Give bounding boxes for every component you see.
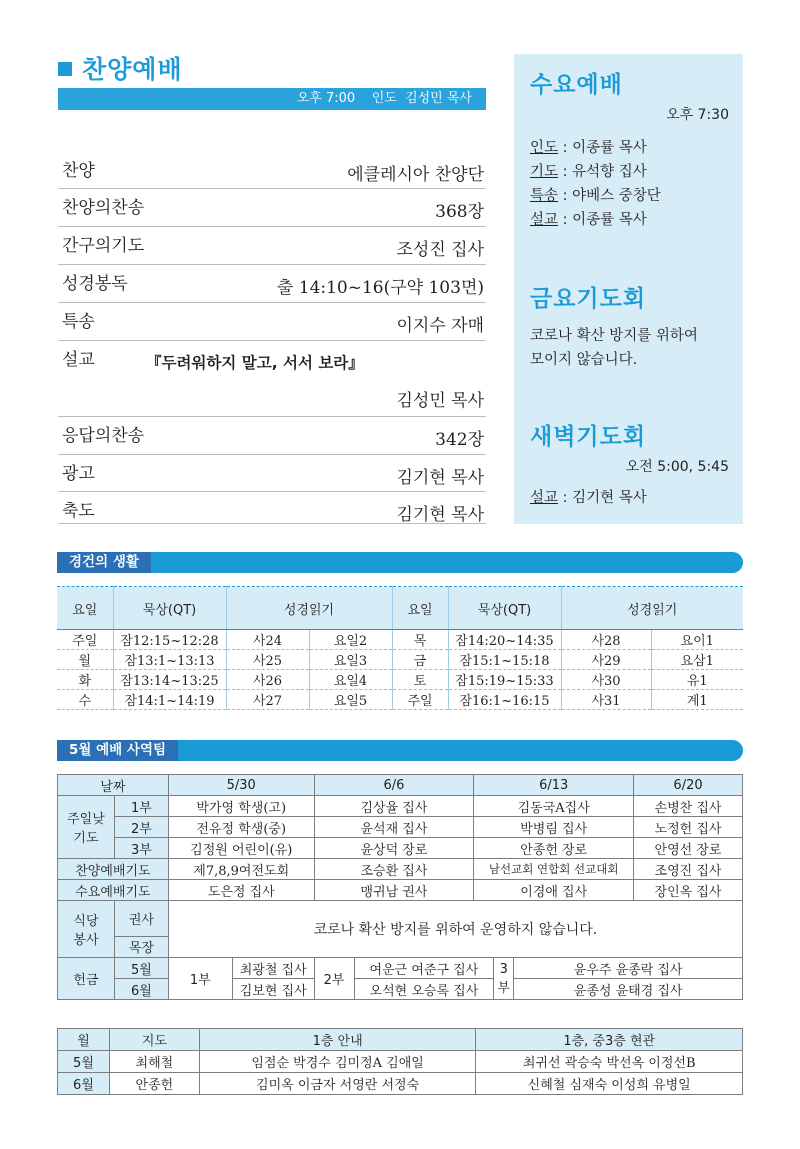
reading-cell: 사25: [226, 650, 309, 670]
order-value: 김성민 목사: [396, 391, 484, 411]
table-row: [58, 958, 743, 979]
sermon-title: 『두려워하지 말고, 서서 보라』: [146, 354, 364, 372]
part-label: 목장: [114, 936, 168, 957]
guide-cell: 최해철: [109, 1051, 199, 1073]
wednesday-service-title: 수요예배: [530, 72, 623, 98]
month-label: 5월: [114, 958, 168, 979]
wednesday-line: [530, 160, 647, 181]
order-row-special-song: [58, 303, 486, 341]
section-title-praise-worship: [58, 50, 183, 86]
part-label: 1부: [168, 958, 232, 1000]
team-cell: 여운근 여준구 집사: [354, 958, 494, 979]
reading-cell: 사30: [561, 670, 651, 690]
line-value: : 야베스 중창단: [558, 188, 661, 204]
team-cell: 노정헌 집사: [634, 817, 743, 838]
team-cell: 윤우주 윤종락 집사: [514, 958, 743, 979]
team-cell: 김상율 집사: [314, 796, 474, 817]
order-label: 응답의찬송: [62, 426, 145, 446]
usher-guide-table: [57, 1028, 743, 1095]
row-label: 수요예배기도: [58, 880, 169, 901]
order-value: 342장: [435, 430, 484, 450]
reading-cell: 사31: [561, 690, 651, 710]
date-header: 6/13: [474, 775, 634, 796]
row-label: 주일낮 기도: [58, 796, 115, 859]
order-value: 출 14:10~16(구약 103면): [276, 278, 484, 298]
order-value: 김기현 목사: [396, 505, 484, 525]
header-cell: 1층 안내: [199, 1029, 476, 1051]
qt-cell: 잠13:14~13:25: [113, 670, 226, 690]
wednesday-line: [530, 184, 661, 205]
qt-cell: 잠12:15~12:28: [113, 630, 226, 650]
day-cell: 토: [392, 670, 448, 690]
order-value: 김기현 목사: [396, 468, 484, 488]
order-row-announcements: [58, 455, 486, 492]
team-cell: 조승환 집사: [314, 859, 474, 880]
worship-team-table: [57, 774, 743, 1000]
order-value: 조성진 집사: [396, 240, 484, 260]
reading-cell: 사24: [226, 630, 309, 650]
praise-worship-time-bar: 오후 7:00 인도 김성민 목사: [58, 88, 486, 110]
team-cell: 맹귀남 권사: [314, 880, 474, 901]
table-row: [58, 859, 743, 880]
friday-notice-line2: 모이지 않습니다.: [530, 352, 638, 368]
team-cell: 박병림 집사: [474, 817, 634, 838]
dawn-prayer-time: 오전 5:00, 5:45: [625, 459, 729, 475]
table-row: [57, 630, 743, 650]
order-value: 에클레시아 찬양단: [347, 165, 484, 185]
part-label: 권사: [114, 901, 168, 937]
team-cell: 이경애 집사: [474, 880, 634, 901]
team-cell: 장인옥 집사: [634, 880, 743, 901]
qt-cell: 잠13:1~13:13: [113, 650, 226, 670]
header-cell: 요일: [392, 587, 448, 630]
table-row: [58, 979, 743, 1000]
order-row-hymn: [58, 189, 486, 227]
day-cell: 월: [57, 650, 113, 670]
month-label: 6월: [114, 979, 168, 1000]
team-cell: 김동국A집사: [474, 796, 634, 817]
day-cell: 화: [57, 670, 113, 690]
devotional-table: [57, 586, 743, 710]
team-cell: 안영선 장로: [634, 838, 743, 859]
day-cell: 수: [57, 690, 113, 710]
day-cell: 목: [392, 630, 448, 650]
part-label: 2부: [114, 817, 168, 838]
order-value: 368장: [435, 202, 484, 222]
date-header: 5/30: [168, 775, 314, 796]
team-cell: 김보현 집사: [232, 979, 314, 1000]
table-row: [58, 838, 743, 859]
day-cell: 주일: [392, 690, 448, 710]
friday-notice-line1: 코로나 확산 방지를 위하여: [530, 328, 698, 344]
table-row: [58, 1073, 743, 1095]
weekday-services-panel: [514, 54, 743, 524]
team-cell: 오석현 오승록 집사: [354, 979, 494, 1000]
row-label: 찬양예배기도: [58, 859, 169, 880]
wednesday-service-time: 오후 7:30: [666, 107, 729, 123]
month-label: 5월: [58, 1051, 110, 1073]
praise-worship-title-text: 찬양예배: [82, 55, 183, 84]
order-row-scripture: [58, 265, 486, 303]
order-label: 성경봉독: [62, 274, 128, 294]
day-cell: 주일: [57, 630, 113, 650]
square-bullet-icon: [58, 62, 72, 76]
order-label: 간구의기도: [62, 236, 145, 256]
header-cell: 묵상(QT): [113, 587, 226, 630]
wednesday-line: [530, 136, 647, 157]
reading-cell: 사29: [561, 650, 651, 670]
month-label: 6월: [58, 1073, 110, 1095]
line-value: : 김기현 목사: [558, 490, 647, 506]
line-key: 설교: [530, 490, 559, 506]
line-key: 특송: [530, 188, 559, 204]
order-row-response-hymn: [58, 417, 486, 455]
team-cell: 전유정 학생(중): [168, 817, 314, 838]
qt-cell: 잠15:19~15:33: [448, 670, 561, 690]
order-label: 특송: [62, 312, 95, 332]
section-bar-worship-team: [57, 740, 743, 761]
team-cell: 박가영 학생(고): [168, 796, 314, 817]
order-label: 찬양: [62, 161, 95, 181]
qt-cell: 잠14:1~14:19: [113, 690, 226, 710]
team-cell: 조영진 집사: [634, 859, 743, 880]
header-cell: 성경읽기: [226, 587, 392, 630]
line-value: : 이종률 목사: [558, 140, 647, 156]
dawn-line: [530, 486, 647, 507]
part-label: 3부: [494, 958, 514, 1000]
line-value: : 유석향 집사: [558, 164, 647, 180]
reading-cell: 사26: [226, 670, 309, 690]
team-cell: 안종헌 장로: [474, 838, 634, 859]
order-value: 이지수 자매: [396, 316, 484, 336]
qt-cell: 잠16:1~16:15: [448, 690, 561, 710]
part-label: 3부: [114, 838, 168, 859]
table-row: [58, 880, 743, 901]
header-cell: 성경읽기: [561, 587, 743, 630]
day-cell: 금: [392, 650, 448, 670]
team-cell: 제7,8,9여전도회: [168, 859, 314, 880]
order-label: 찬양의찬송: [62, 198, 145, 218]
header-cell: 지도: [109, 1029, 199, 1051]
reading-cell: 요일2: [309, 630, 392, 650]
date-header: 날짜: [58, 775, 169, 796]
line-key: 설교: [530, 212, 559, 228]
reading-cell: 유1: [651, 670, 743, 690]
team-cell: 윤상덕 장로: [314, 838, 474, 859]
order-label: 광고: [62, 464, 95, 484]
part-label: 1부: [114, 796, 168, 817]
guide-cell: 최귀선 곽승숙 박선옥 이정선B: [476, 1051, 743, 1073]
table-header-row: [58, 775, 743, 796]
reading-cell: 사27: [226, 690, 309, 710]
team-cell: 남선교회 연합회 선교대회: [474, 859, 634, 880]
team-cell: 윤종성 윤태경 집사: [514, 979, 743, 1000]
guide-cell: 임점순 박경수 김미정A 김애일: [199, 1051, 476, 1073]
dining-notice: 코로나 확산 방지를 위하여 운영하지 않습니다.: [168, 901, 742, 958]
row-label: 식당 봉사: [58, 901, 115, 958]
section-bar-label: 5월 예배 사역팀: [57, 740, 178, 761]
reading-cell: 요일4: [309, 670, 392, 690]
reading-cell: 요일5: [309, 690, 392, 710]
guide-cell: 신혜철 심재숙 이성희 유병일: [476, 1073, 743, 1095]
order-label: 축도: [62, 501, 95, 521]
team-cell: 도은정 집사: [168, 880, 314, 901]
header-cell: 묵상(QT): [448, 587, 561, 630]
table-row: [57, 690, 743, 710]
row-label: 헌금: [58, 958, 115, 1000]
section-bar-devotional-life: [57, 552, 743, 573]
table-header-row: [58, 1029, 743, 1051]
table-row: [57, 670, 743, 690]
order-label: 설교: [62, 350, 95, 370]
reading-cell: 사28: [561, 630, 651, 650]
team-cell: 손병찬 집사: [634, 796, 743, 817]
qt-cell: 잠14:20~14:35: [448, 630, 561, 650]
section-bar-label: 경건의 생활: [57, 552, 151, 573]
friday-prayer-title: 금요기도회: [530, 286, 647, 312]
part-label: 2부: [314, 958, 354, 1000]
date-header: 6/20: [634, 775, 743, 796]
reading-cell: 계1: [651, 690, 743, 710]
reading-cell: 요일3: [309, 650, 392, 670]
order-row-benediction: [58, 492, 486, 524]
table-row: [58, 796, 743, 817]
order-row-sermon: [58, 341, 486, 417]
order-row-praise: [58, 152, 486, 189]
table-row: [57, 650, 743, 670]
team-cell: 윤석재 집사: [314, 817, 474, 838]
line-key: 인도: [530, 140, 559, 156]
table-row: [58, 901, 743, 937]
date-header: 6/6: [314, 775, 474, 796]
header-cell: 요일: [57, 587, 113, 630]
qt-cell: 잠15:1~15:18: [448, 650, 561, 670]
header-cell: 월: [58, 1029, 110, 1051]
team-cell: 김정원 어린이(유): [168, 838, 314, 859]
guide-cell: 김미옥 이금자 서영란 서정숙: [199, 1073, 476, 1095]
table-header-row: [57, 587, 743, 630]
reading-cell: 요이1: [651, 630, 743, 650]
wednesday-line: [530, 208, 647, 229]
reading-cell: 요삼1: [651, 650, 743, 670]
guide-cell: 안종헌: [109, 1073, 199, 1095]
team-cell: 최광철 집사: [232, 958, 314, 979]
line-value: : 이종률 목사: [558, 212, 647, 228]
table-row: [58, 817, 743, 838]
table-row: [58, 1051, 743, 1073]
line-key: 기도: [530, 164, 559, 180]
header-cell: 1층, 중3층 현관: [476, 1029, 743, 1051]
dawn-prayer-title: 새벽기도회: [530, 424, 647, 450]
order-row-prayer: [58, 227, 486, 265]
